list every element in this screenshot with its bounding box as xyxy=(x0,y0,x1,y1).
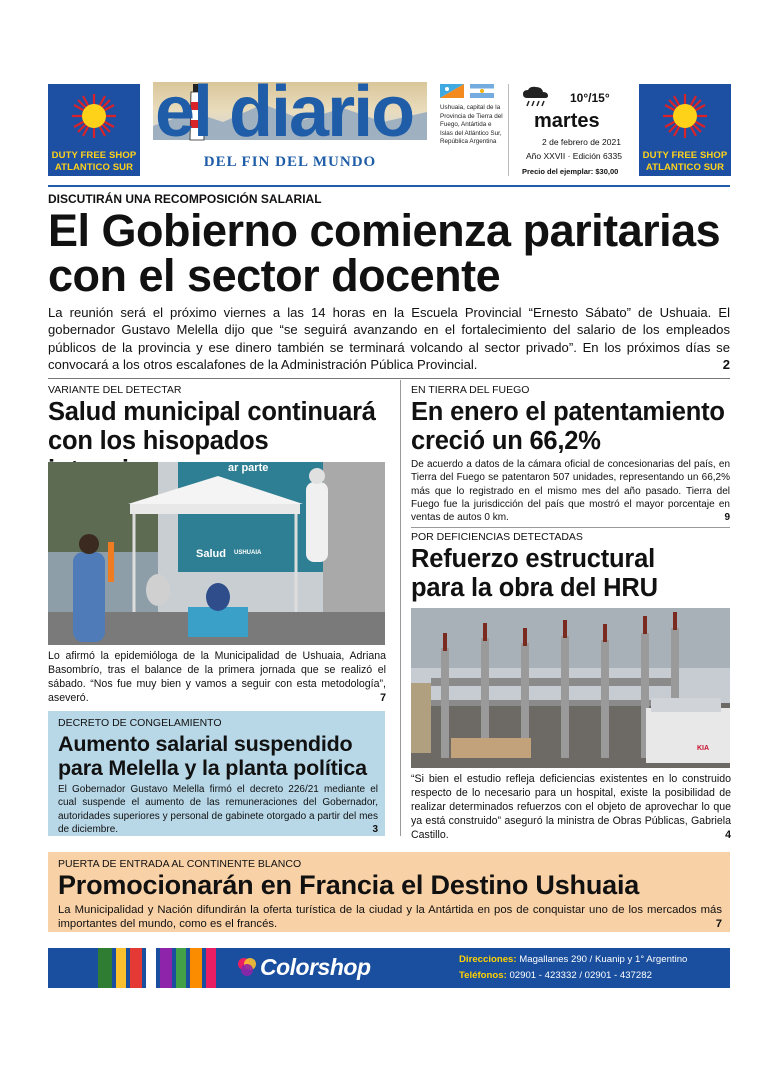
colorshop-brand: Colorshop xyxy=(260,954,371,980)
day-name: martes xyxy=(534,110,600,132)
francia-body xyxy=(58,903,722,932)
ad-line-1: DUTY FREE SHOP xyxy=(642,150,728,161)
ad-line-2: ATLANTICO SUR xyxy=(54,162,134,173)
patentamiento-headline-line-1: En enero el patentamiento xyxy=(411,398,725,426)
flags xyxy=(440,84,496,100)
salud-headline-line-1: Salud municipal continuará xyxy=(48,398,376,426)
salarial-page-ref: 3 xyxy=(372,823,378,835)
ad-line-1: DUTY FREE SHOP xyxy=(51,150,137,161)
patentamiento-kicker: EN TIERRA DEL FUEGO xyxy=(411,384,530,396)
phone-text: 02901 - 423332 / 02901 - 437282 xyxy=(509,970,652,981)
francia-headline: Promocionarán en Francia el Destino Ushuaia xyxy=(58,870,640,900)
hru-page-ref: 4 xyxy=(725,829,731,842)
hru-headline-line-2: para la obra del HRU xyxy=(411,573,658,602)
hru-headline-line-1: Refuerzo estructural xyxy=(411,545,655,573)
patentamiento-headline-line-2: creció un 66,2% xyxy=(411,426,601,455)
photo-sign-ushuaia: USHUAIA xyxy=(234,550,262,556)
patentamiento-body-text: De acuerdo a datos de la cámara oficial de concesionarias del país, en Tierra del Fuego se patentaron 507 unidades, representando un 66,2% más que lo registrado en el mismo mes del año pasado. Tierra del Fuego fue la jurisdicción del país que mostró el mayor porcentaje en ventas de autos 0 km. xyxy=(411,459,730,524)
salarial-body-text: El Gobernador Gustavo Melella firmó el decreto 226/21 mediante el cual suspende el aumento de las remuneraciones del Gobernador, autoridades superiores y personal de gabinete otorgado a partir del mes de diciembre. xyxy=(58,784,378,835)
salarial-headline-line-1: Aumento salarial suspendido xyxy=(58,732,353,756)
salud-body-text: Lo afirmó la epidemióloga de la Municipalidad de Ushuaia, Adriana Basombrío, tras el balance de la primera jornada que se realizó el sábado. “Nos fue muy bien y vamos a seguir con esta metodología”, aseveró. xyxy=(48,650,386,705)
location-text: Ushuaia, capital de la Provincia de Tierra del Fuego, Antártida e Islas del Atlántico Sur, República Argentina xyxy=(440,104,503,145)
photo-sign-salud: Salud xyxy=(196,548,226,560)
weather-rain-cloud-icon xyxy=(521,86,551,108)
salud-body xyxy=(48,649,386,705)
colorshop-banner[interactable] xyxy=(48,948,730,988)
phone-label: Teléfonos: xyxy=(459,970,507,981)
main-body xyxy=(48,304,730,374)
francia-kicker: PUERTA DE ENTRADA AL CONTINENTE BLANCO xyxy=(58,858,302,870)
masthead-logo[interactable] xyxy=(153,72,427,178)
hru-headline[interactable] xyxy=(411,545,736,603)
main-kicker: DISCUTIRÁN UNA RECOMPOSICIÓN SALARIAL xyxy=(48,192,322,206)
header-divider xyxy=(508,84,509,176)
patentamiento-body xyxy=(411,458,730,524)
sun-logo-icon xyxy=(71,93,117,139)
right-column-rule xyxy=(411,527,730,528)
address-text: Magallanes 290 / Kuanip y 1° Argentino xyxy=(519,954,688,965)
header-rule xyxy=(48,185,730,187)
banner-stripes xyxy=(98,948,228,988)
main-page-ref: 2 xyxy=(722,357,730,373)
salud-page-ref: 7 xyxy=(380,692,386,705)
patentamiento-page-ref: 9 xyxy=(724,512,730,524)
photo-sign-kia: KIA xyxy=(697,745,710,752)
salarial-body xyxy=(58,783,378,836)
price: Precio del ejemplar: $30,00 xyxy=(522,167,619,176)
ad-line-2: ATLANTICO SUR xyxy=(645,162,725,173)
main-headline-line-2: con el sector docente xyxy=(48,250,501,301)
ad-duty-free-right[interactable] xyxy=(639,84,731,176)
salud-headline-line-2: con los hisopados xyxy=(48,426,269,455)
photo-sign-top: ar parte xyxy=(228,462,269,474)
salud-photo[interactable] xyxy=(48,462,385,645)
salarial-headline-line-2: para Melella y la planta política xyxy=(58,756,367,781)
salarial-headline xyxy=(58,732,388,781)
column-separator xyxy=(400,380,401,836)
colorshop-logo-icon xyxy=(236,956,258,978)
patentamiento-headline[interactable] xyxy=(411,398,736,456)
temperature: 10°/15° xyxy=(570,91,610,105)
main-headline[interactable] xyxy=(48,205,738,301)
hru-photo[interactable] xyxy=(411,608,730,768)
salarial-box[interactable] xyxy=(48,711,385,836)
salarial-kicker: DECRETO DE CONGELAMIENTO xyxy=(58,717,222,729)
hru-kicker: POR DEFICIENCIAS DETECTADAS xyxy=(411,531,583,543)
address-label: Direcciones: xyxy=(459,954,517,965)
hru-photo-illustration xyxy=(411,608,730,768)
francia-page-ref: 7 xyxy=(715,918,722,931)
francia-body-text: La Municipalidad y Nación difundirán la oferta turística de la ciudad y la Antártida en pos de conquistar uno de los mercados más importantes del mundo, como es el francés. xyxy=(58,904,722,931)
hru-body xyxy=(411,772,731,842)
salud-kicker: VARIANTE DEL DETECTAR xyxy=(48,384,182,396)
section-rule xyxy=(48,378,730,379)
flag-argentina-icon xyxy=(470,84,494,98)
main-headline-line-1: El Gobierno comienza paritarias xyxy=(48,205,721,256)
ad-duty-free-left[interactable] xyxy=(48,84,140,176)
masthead-tagline: DEL FIN DEL MUNDO xyxy=(203,154,377,170)
date: 2 de febrero de 2021 xyxy=(542,137,621,147)
flag-tierra-del-fuego-icon xyxy=(440,84,464,98)
main-body-text: La reunión será el próximo viernes a las 14 horas en la Escuela Provincial “Ernesto Sábato” de Ushuaia. El gobernador Gustavo Melella dijo que “se seguirá avanzando en el fortalecimiento del salario de los empleados públicos de la provincia y ese dinero también se terminará volcando al sector privado”. En los próximos días se convocará a los otros escalafones de la Administración Pública Provincial. xyxy=(48,305,730,373)
hru-body-text: “Si bien el estudio refleja deficiencias existentes en lo construido respecto de lo necesario para un hospital, existe la posibilidad de realizar determinados refuerzos con el objeto de aprovechar lo que ya está construido” aseguró la ministra de Obras Públicas, Gabriela Castillo. xyxy=(411,773,731,842)
banner-address xyxy=(459,954,687,965)
masthead-title: el diario xyxy=(155,72,414,152)
edition: Año XXVII · Edición 6335 xyxy=(526,151,622,161)
banner-phone xyxy=(459,970,652,981)
sun-logo-icon xyxy=(662,93,708,139)
francia-box[interactable] xyxy=(48,852,730,932)
